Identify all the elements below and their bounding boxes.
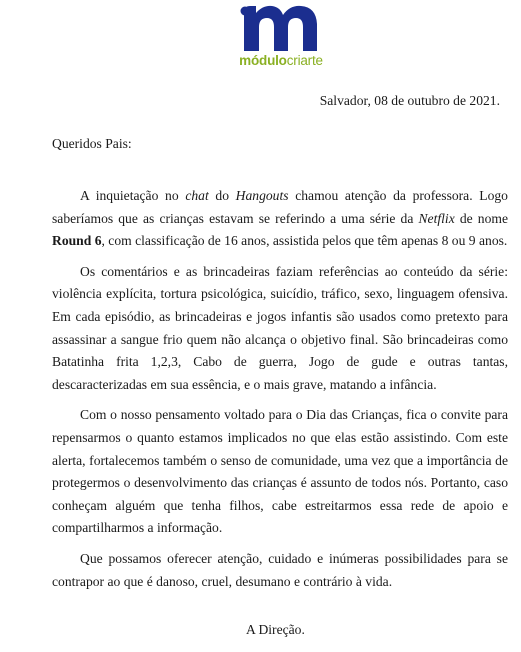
paragraph-1: A inquietação no chat do Hangouts chamou atenção da professora. Logo saberíamos que as crianças estavam se referindo a uma série da Netflix de nome Round 6, com classificação de 16 anos, assistida pelos que têm apenas 8 ou 9 anos. xyxy=(52,188,508,249)
paragraph-4: Que possamos oferecer atenção, cuidado e inúmeras possibilidades para se contrapor ao que é danoso, cruel, desumano e contrário à vida. xyxy=(52,550,508,589)
school-logo xyxy=(222,4,340,70)
paragraph-3: Com o nosso pensamento voltado para o Dia das Crianças, fica o convite para repensarmos o quanto estamos implicados no que elas estão assistindo. Com este alerta, fortalecemos também o senso de comunidade, uma vez que a importância de protegermos o desenvolvimento das crianças é assunto de todos nós. Portanto, caso conheçam alguém que tenha filhos, cabe estreitarmos essa rede de apoio e compartilharmos a informação. xyxy=(52,407,508,536)
paragraph-2: Os comentários e as brincadeiras faziam referências ao conteúdo da série: violência explícita, tortura psicológica, suicídio, tráfico, sexo, linguagem ofensiva. Em cada episódio, as brincadeiras e jogos infantis são usados como pretexto para assassinar a sangue frio quem não alcança o objetivo final. São brincadeiras como Batatinha frita 1,2,3, Cabo de guerra, Jogo de gude e outras tantas, descaracterizadas em sua essência, e o mais grave, matando a infância. xyxy=(52,263,508,392)
letter-body xyxy=(52,185,508,601)
letter-signature: A Direção. xyxy=(246,622,305,637)
logo-wordmark: módulocriarte xyxy=(239,53,323,68)
letter-date: Salvador, 08 de outubro de 2021. xyxy=(319,93,500,108)
letter-greeting: Queridos Pais: xyxy=(52,136,132,151)
logo-m-mark xyxy=(240,4,322,54)
